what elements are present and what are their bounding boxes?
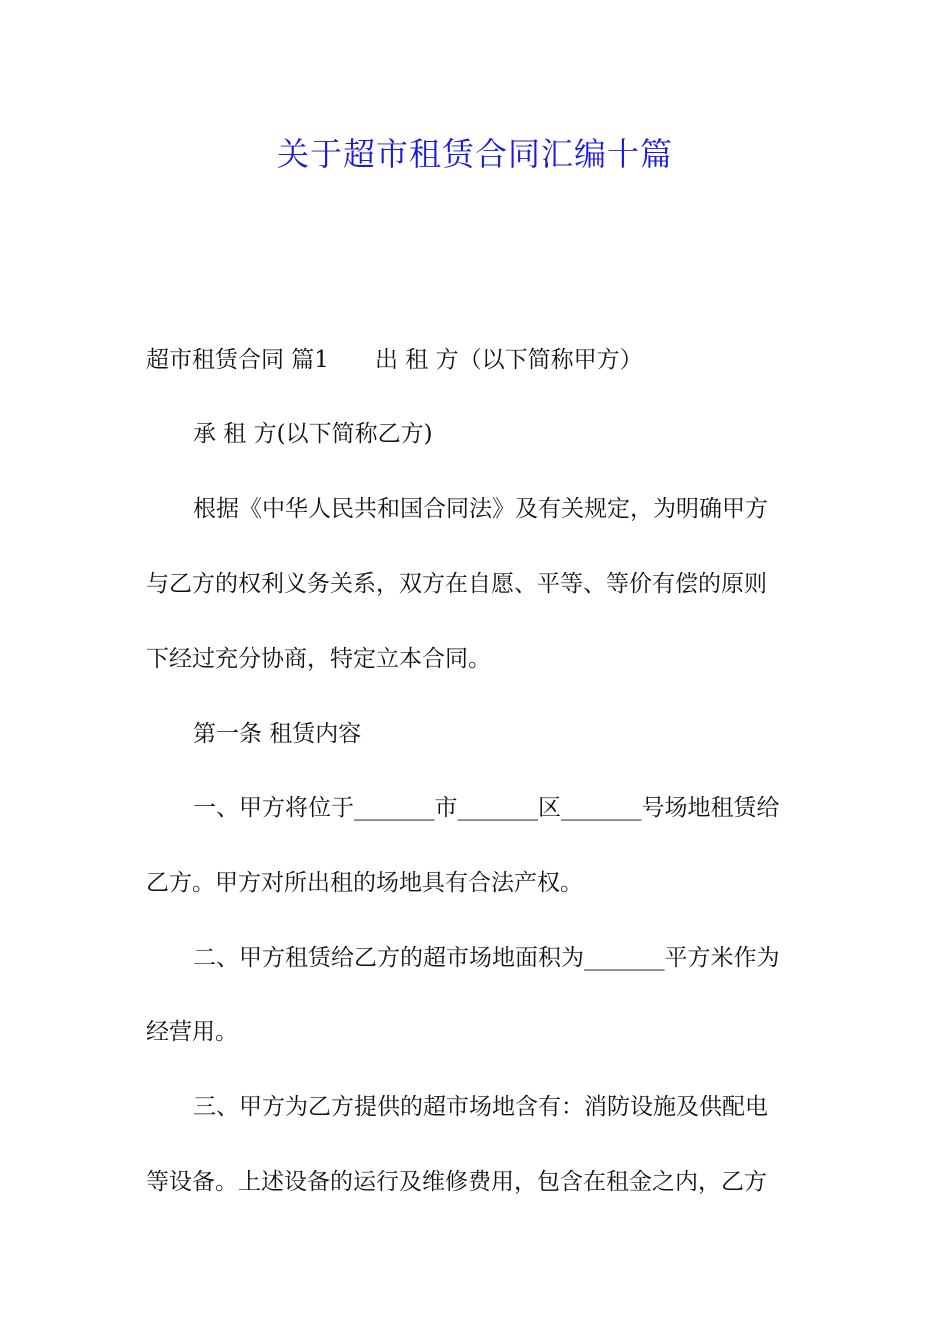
body-paragraph-line: 三、甲方为乙方提供的超市场地含有：消防设施及供配电 xyxy=(193,1094,768,1120)
lessee-label: 承 租 方(以下简称乙方) xyxy=(193,421,433,447)
lessor-label: 出 租 方（以下简称甲方） xyxy=(374,347,643,373)
contract-section-label: 超市租赁合同 篇1 xyxy=(146,347,329,373)
body-paragraph-line: 下经过充分协商，特定立本合同。 xyxy=(146,646,491,672)
article-heading: 第一条 租赁内容 xyxy=(193,721,362,747)
contract-heading-line xyxy=(146,344,643,376)
body-paragraph-line: 根据《中华人民共和国合同法》及有关规定，为明确甲方 xyxy=(193,496,768,522)
body-paragraph-line: 乙方。甲方对所出租的场地具有合法产权。 xyxy=(146,870,583,896)
body-paragraph-line: 二、甲方租赁给乙方的超市场地面积为_______平方米作为 xyxy=(193,945,780,971)
body-paragraph-line: 一、甲方将位于_______市_______区_______号场地租赁给 xyxy=(193,795,780,821)
page-title: 关于超市租赁合同汇编十篇 xyxy=(276,135,673,173)
body-paragraph-line: 经营用。 xyxy=(146,1019,238,1045)
body-paragraph-line: 与乙方的权利义务关系，双方在自愿、平等、等价有偿的原则 xyxy=(146,571,767,597)
body-paragraph-line: 等设备。上述设备的运行及维修费用，包含在租金之内，乙方 xyxy=(146,1169,767,1195)
